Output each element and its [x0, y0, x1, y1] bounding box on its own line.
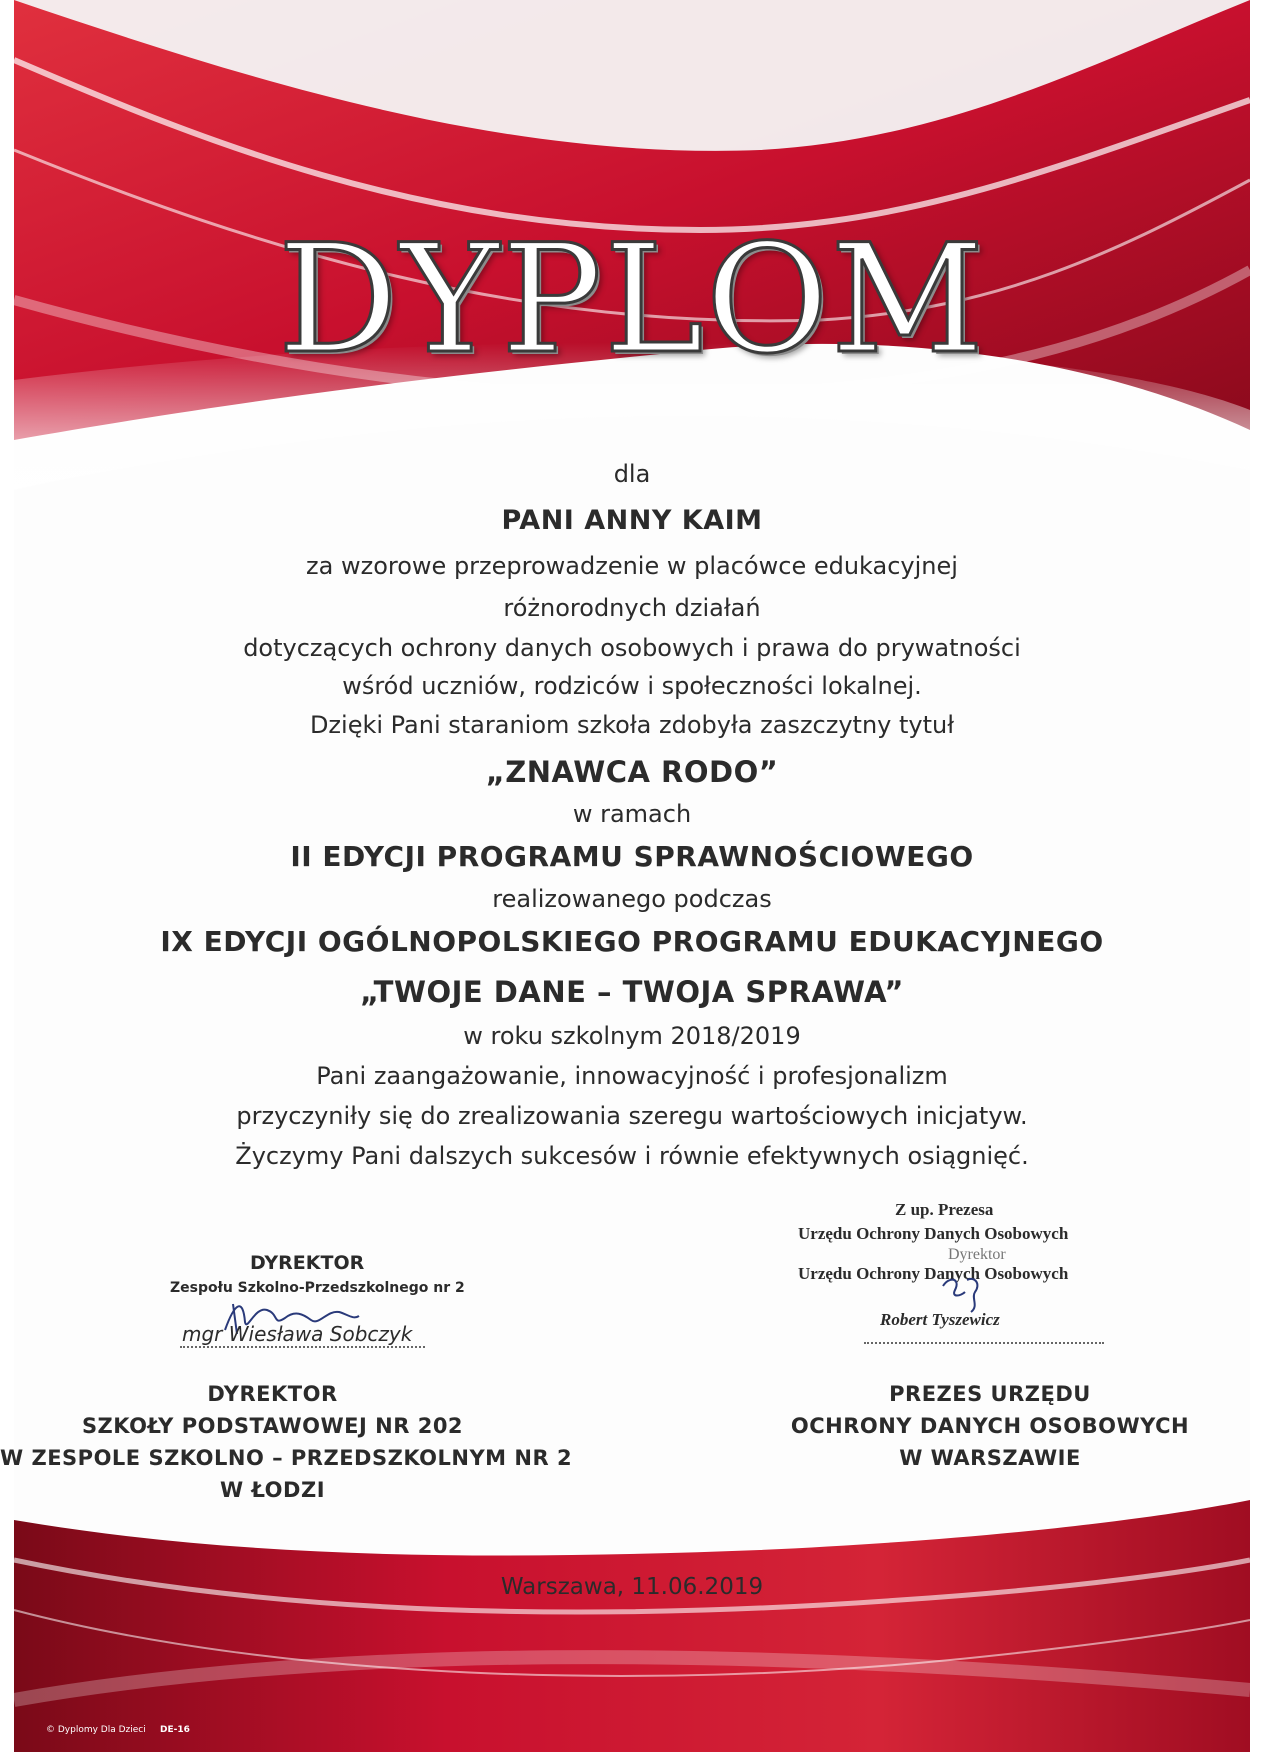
left-signatory-line-3: W ZESPOLE SZKOLNO – PRZEDSZKOLNYM NR 2 [0, 1446, 573, 1470]
right-stamp-line-2: Urzędu Ochrony Danych Osobowych [798, 1224, 1069, 1243]
body-line-4: wśród uczniów, rodziców i społeczności lokalnej. [342, 672, 922, 700]
text-dla: dla [613, 460, 651, 488]
left-stamp-org: Zespołu Szkolno-Przedszkolnego nr 2 [170, 1280, 465, 1296]
program-edition: II EDYCJI PROGRAMU SPRAWNOŚCIOWEGO [290, 840, 974, 873]
award-title: „ZNAWCA RODO” [485, 755, 779, 789]
program-name: „TWOJE DANE – TWOJA SPRAWA” [360, 975, 904, 1009]
footer-copyright: © Dyplomy Dla Dzieci [46, 1725, 146, 1735]
left-signatory-line-2: SZKOŁY PODSTAWOWEJ NR 202 [81, 1414, 464, 1438]
body-line-5: Dzięki Pani staraniom szkoła zdobyła zaszczytny tytuł [309, 711, 955, 739]
body-line-1: za wzorowe przeprowadzenie w placówce edukacyjnej [306, 552, 958, 580]
left-stamp-name: mgr Wiesława Sobczyk [182, 1322, 413, 1346]
footer-code: DE-16 [160, 1725, 190, 1735]
right-signatory-line-1: PREZES URZĘDU [889, 1382, 1091, 1406]
right-stamp-line-1: Z up. Prezesa [895, 1200, 994, 1219]
left-signatory-line-1: DYREKTOR [207, 1382, 338, 1406]
body-line-6: Pani zaangażowanie, innowacyjność i profesjonalizm [316, 1062, 948, 1090]
left-stamp-title: DYREKTOR [250, 1252, 365, 1274]
right-stamp-name: Robert Tyszewicz [880, 1310, 1000, 1329]
body-line-2: różnorodnych działań [503, 594, 761, 622]
place-date: Warszawa, 11.06.2019 [500, 1574, 764, 1600]
text-w-ramach: w ramach [572, 800, 692, 828]
right-stamp-line-4: Urzędu Ochrony Danych Osobowych [798, 1264, 1069, 1283]
school-year: w roku szkolnym 2018/2019 [463, 1022, 801, 1050]
left-signatory-line-4: W ŁODZI [219, 1478, 326, 1502]
body-line-8: Życzymy Pani dalszych sukcesów i równie efektywnych osiągnięć. [235, 1142, 1029, 1170]
right-stamp-line-3: Dyrektor [948, 1246, 1006, 1263]
right-signatory-line-2: OCHRONY DANYCH OSOBOWYCH [790, 1414, 1190, 1438]
left-signature-line [180, 1346, 425, 1348]
body-line-3: dotyczących ochrony danych osobowych i prawa do prywatności [243, 634, 1021, 662]
right-signatory-line-3: W WARSZAWIE [899, 1446, 1081, 1470]
national-edition: IX EDYCJI OGÓLNOPOLSKIEGO PROGRAMU EDUKACYJNEGO [160, 925, 1104, 958]
right-signature-line [864, 1342, 1104, 1344]
body-line-7: przyczyniły się do zrealizowania szeregu wartościowych inicjatyw. [236, 1102, 1028, 1130]
diploma-title: DYPLOM [277, 213, 987, 387]
text-realizowanego: realizowanego podczas [492, 885, 772, 913]
recipient-name: PANI ANNY KAIM [501, 505, 763, 536]
